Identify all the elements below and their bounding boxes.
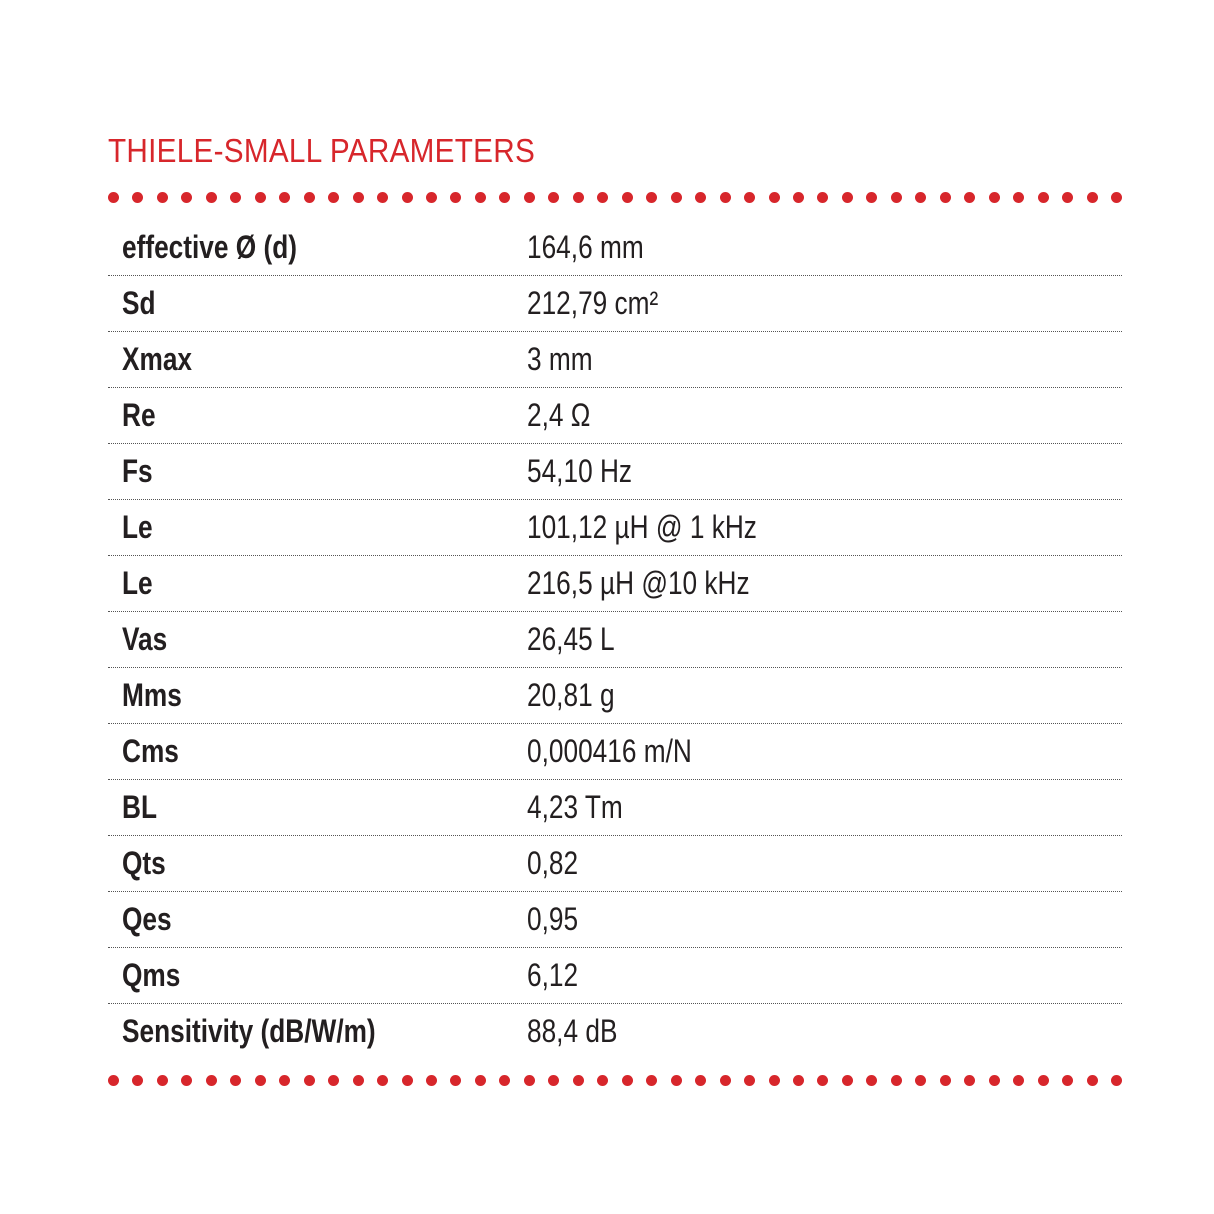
parameter-name: Qes — [122, 901, 172, 937]
rule-dot — [597, 192, 608, 203]
table-row — [108, 948, 1122, 1004]
rule-dot — [695, 1075, 706, 1086]
parameter-name: Le — [122, 565, 153, 601]
rule-dot — [1087, 1075, 1098, 1086]
rule-dot — [206, 192, 217, 203]
parameter-name: Vas — [122, 621, 168, 657]
rule-dot — [132, 1075, 143, 1086]
rule-dot — [157, 1075, 168, 1086]
rule-dot — [402, 192, 413, 203]
rule-dot — [328, 192, 339, 203]
rule-dot — [646, 192, 657, 203]
rule-dot — [622, 192, 633, 203]
rule-dot — [1013, 192, 1024, 203]
rule-dot — [769, 1075, 780, 1086]
top-dotted-rule — [108, 190, 1122, 204]
table-row — [108, 500, 1122, 556]
rule-dot — [597, 1075, 608, 1086]
rule-dot — [695, 192, 706, 203]
table-row — [108, 276, 1122, 332]
parameter-value: 164,6 mm — [527, 229, 644, 265]
rule-dot — [304, 1075, 315, 1086]
rule-dot — [1062, 1075, 1073, 1086]
rule-dot — [1013, 1075, 1024, 1086]
rule-dot — [793, 1075, 804, 1086]
rule-dot — [940, 1075, 951, 1086]
thiele-small-panel — [108, 128, 1122, 1087]
rule-dot — [842, 192, 853, 203]
rule-dot — [573, 192, 584, 203]
parameter-name: BL — [122, 789, 157, 825]
parameter-value: 4,23 Tm — [527, 789, 623, 825]
rule-dot — [744, 192, 755, 203]
rule-dot — [548, 1075, 559, 1086]
parameter-name: Xmax — [122, 341, 193, 377]
rule-dot — [328, 1075, 339, 1086]
rule-dot — [181, 1075, 192, 1086]
rule-dot — [157, 192, 168, 203]
table-row — [108, 780, 1122, 836]
rule-dot — [524, 1075, 535, 1086]
rule-dot — [915, 192, 926, 203]
rule-dot — [499, 192, 510, 203]
table-row — [108, 724, 1122, 780]
rule-dot — [499, 1075, 510, 1086]
bottom-dotted-rule — [108, 1073, 1122, 1087]
rule-dot — [377, 192, 388, 203]
rule-dot — [377, 1075, 388, 1086]
table-row — [108, 220, 1122, 276]
parameter-name: Sensitivity (dB/W/m) — [122, 1013, 376, 1049]
rule-dot — [866, 1075, 877, 1086]
parameter-value: 212,79 cm² — [527, 285, 659, 321]
rule-dot — [671, 1075, 682, 1086]
rule-dot — [1062, 192, 1073, 203]
rule-dot — [402, 1075, 413, 1086]
rule-dot — [304, 192, 315, 203]
rule-dot — [279, 1075, 290, 1086]
rule-dot — [573, 1075, 584, 1086]
rule-dot — [1087, 192, 1098, 203]
table-row — [108, 612, 1122, 668]
rule-dot — [108, 192, 119, 203]
parameter-value: 216,5 µH @10 kHz — [527, 565, 750, 601]
table-row — [108, 668, 1122, 724]
panel-title: THIELE-SMALL PARAMETERS — [108, 132, 536, 169]
rule-dot — [1038, 192, 1049, 203]
rule-dot — [230, 1075, 241, 1086]
rule-dot — [720, 1075, 731, 1086]
parameter-value: 88,4 dB — [527, 1013, 618, 1049]
rule-dot — [255, 1075, 266, 1086]
parameter-value: 0,82 — [527, 845, 579, 881]
rule-dot — [744, 1075, 755, 1086]
parameter-name: effective Ø (d) — [122, 229, 297, 265]
rule-dot — [475, 1075, 486, 1086]
rule-dot — [1111, 1075, 1122, 1086]
table-row — [108, 836, 1122, 892]
table-row — [108, 444, 1122, 500]
parameter-value: 20,81 g — [527, 677, 615, 713]
table-row — [108, 388, 1122, 444]
rule-dot — [206, 1075, 217, 1086]
rule-dot — [426, 1075, 437, 1086]
rule-dot — [1111, 192, 1122, 203]
rule-dot — [622, 1075, 633, 1086]
rule-dot — [108, 1075, 119, 1086]
rule-dot — [450, 192, 461, 203]
rule-dot — [1038, 1075, 1049, 1086]
rule-dot — [915, 1075, 926, 1086]
rule-dot — [524, 192, 535, 203]
rule-dot — [548, 192, 559, 203]
table-row — [108, 332, 1122, 388]
rule-dot — [891, 1075, 902, 1086]
rule-dot — [255, 192, 266, 203]
table-row — [108, 892, 1122, 948]
parameters-table — [108, 220, 1122, 1059]
parameter-name: Mms — [122, 677, 182, 713]
parameter-value: 6,12 — [527, 957, 579, 993]
rule-dot — [132, 192, 143, 203]
parameter-value: 101,12 µH @ 1 kHz — [527, 509, 757, 545]
rule-dot — [989, 192, 1000, 203]
parameter-name: Fs — [122, 453, 153, 489]
rule-dot — [793, 192, 804, 203]
rule-dot — [769, 192, 780, 203]
parameter-value: 54,10 Hz — [527, 453, 633, 489]
parameter-name: Le — [122, 509, 153, 545]
table-row — [108, 1004, 1122, 1059]
rule-dot — [817, 192, 828, 203]
parameter-name: Qms — [122, 957, 181, 993]
parameter-value: 0,95 — [527, 901, 579, 937]
rule-dot — [450, 1075, 461, 1086]
parameter-value: 3 mm — [527, 341, 593, 377]
rule-dot — [230, 192, 241, 203]
parameter-name: Qts — [122, 845, 166, 881]
rule-dot — [940, 192, 951, 203]
table-row — [108, 556, 1122, 612]
rule-dot — [671, 192, 682, 203]
parameter-value: 26,45 L — [527, 621, 615, 657]
rule-dot — [279, 192, 290, 203]
parameter-value: 0,000416 m/N — [527, 733, 692, 769]
rule-dot — [964, 1075, 975, 1086]
rule-dot — [842, 1075, 853, 1086]
rule-dot — [720, 192, 731, 203]
rule-dot — [866, 192, 877, 203]
rule-dot — [964, 192, 975, 203]
rule-dot — [475, 192, 486, 203]
rule-dot — [181, 192, 192, 203]
parameter-name: Sd — [122, 285, 156, 321]
rule-dot — [817, 1075, 828, 1086]
rule-dot — [426, 192, 437, 203]
rule-dot — [989, 1075, 1000, 1086]
rule-dot — [646, 1075, 657, 1086]
parameter-name: Cms — [122, 733, 179, 769]
parameter-value: 2,4 Ω — [527, 397, 591, 433]
parameter-name: Re — [122, 397, 156, 433]
rule-dot — [891, 192, 902, 203]
rule-dot — [353, 1075, 364, 1086]
rule-dot — [353, 192, 364, 203]
